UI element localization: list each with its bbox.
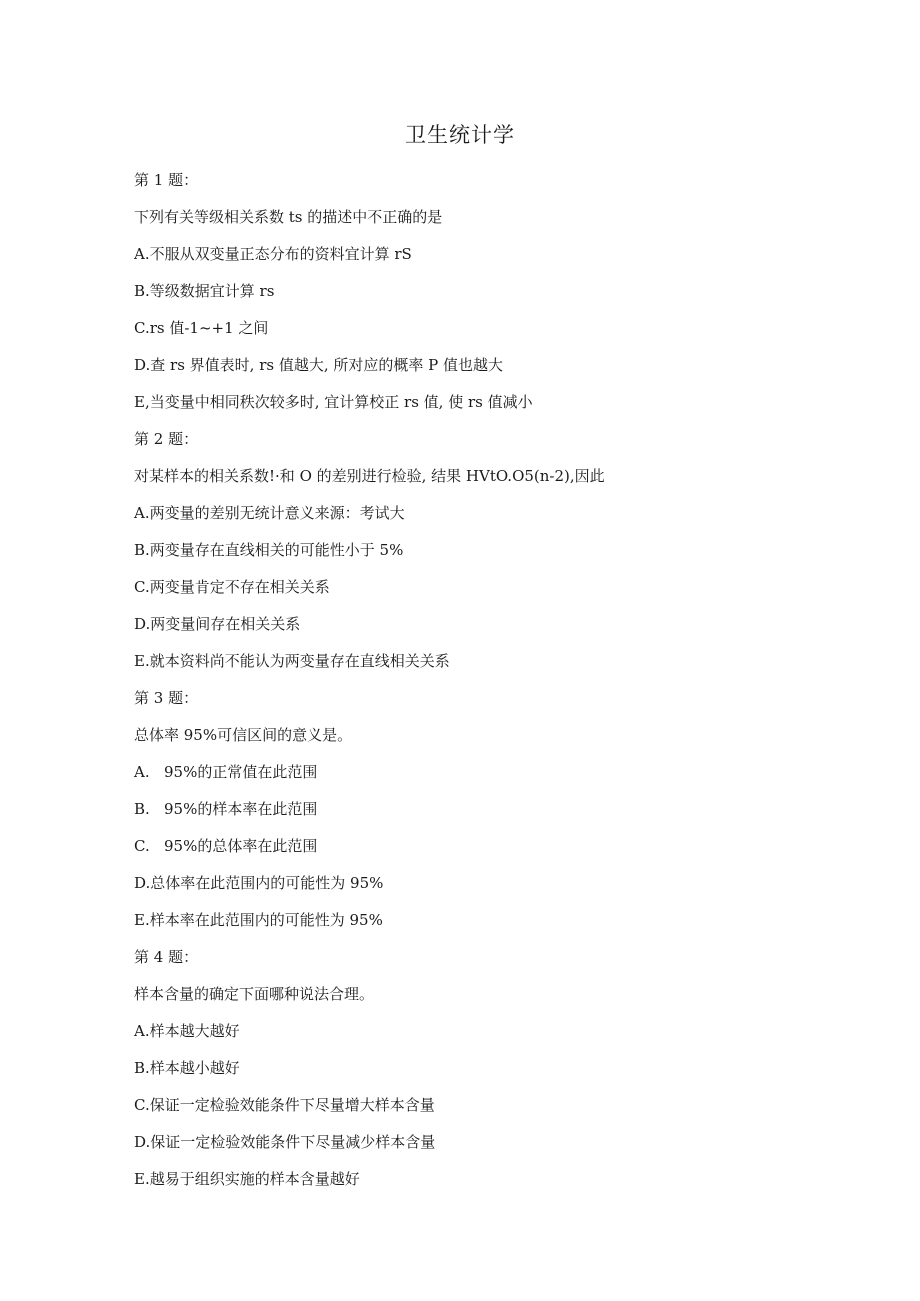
- question-4-option-d: D.保证一定检验效能条件下尽量减少样本含量: [134, 1133, 436, 1151]
- question-2-label: 第 2 题：: [134, 430, 199, 448]
- question-2-option-e: E.就本资料尚不能认为两变量存在直线相关关系: [134, 652, 450, 670]
- question-3-stem: 总体率 95%可信区间的意义是。: [134, 726, 353, 744]
- question-2-option-a: A.两变量的差别无统计意义来源：考试大: [134, 504, 405, 522]
- question-1-option-d: D.查 rs 界值表时, rs 值越大, 所对应的概率 P 值也越大: [134, 356, 504, 374]
- question-4-option-b: B.样本越小越好: [134, 1059, 240, 1077]
- option-text: 95%的总体率在此范围: [164, 837, 318, 855]
- question-3-option-b: [134, 795, 834, 832]
- question-4-option-c: C.保证一定检验效能条件下尽量增大样本含量: [134, 1096, 435, 1114]
- option-letter: B.: [134, 800, 150, 818]
- question-list: [134, 166, 834, 1202]
- question-1-option-e: E,当变量中相同秩次较多时, 宜计算校正 rs 值, 使 rs 值减小: [134, 393, 533, 411]
- question-1-option-b: B.等级数据宜计算 rs: [134, 282, 275, 300]
- question-1-stem: 下列有关等级相关系数 ts 的描述中不正确的是: [134, 208, 443, 226]
- question-4-label: 第 4 题：: [134, 948, 199, 966]
- question-1-option-c: C.rs 值-1~+1 之间: [134, 319, 269, 337]
- question-3-option-e: E.样本率在此范围内的可能性为 95%: [134, 911, 383, 929]
- option-letter: A.: [134, 763, 150, 781]
- question-2-option-d: D.两变量间存在相关关系: [134, 615, 301, 633]
- question-4-stem: 样本含量的确定下面哪种说法合理。: [134, 985, 375, 1003]
- question-1-option-a: A.不服从双变量正态分布的资料宜计算 rS: [134, 245, 412, 263]
- question-3-label: 第 3 题：: [134, 689, 199, 707]
- question-4-option-a: A.样本越大越好: [134, 1022, 240, 1040]
- question-2-option-c: C.两变量肯定不存在相关关系: [134, 578, 330, 596]
- question-4-option-e: E.越易于组织实施的样本含量越好: [134, 1170, 360, 1188]
- option-text: 95%的正常值在此范围: [164, 763, 318, 781]
- option-letter: C.: [134, 837, 150, 855]
- question-3-option-a: [134, 758, 834, 795]
- question-3-option-d: D.总体率在此范围内的可能性为 95%: [134, 874, 384, 892]
- question-2-stem: 对某样本的相关系数!·和 O 的差别进行检验, 结果 HVtO.O5(n-2),因此: [134, 467, 605, 485]
- question-2-option-b: B.两变量存在直线相关的可能性小于 5%: [134, 541, 404, 559]
- question-1-label: 第 1 题：: [134, 171, 199, 189]
- option-text: 95%的样本率在此范围: [164, 800, 318, 818]
- document-title: 卫生统计学: [405, 123, 515, 147]
- question-3-option-c: [134, 832, 834, 869]
